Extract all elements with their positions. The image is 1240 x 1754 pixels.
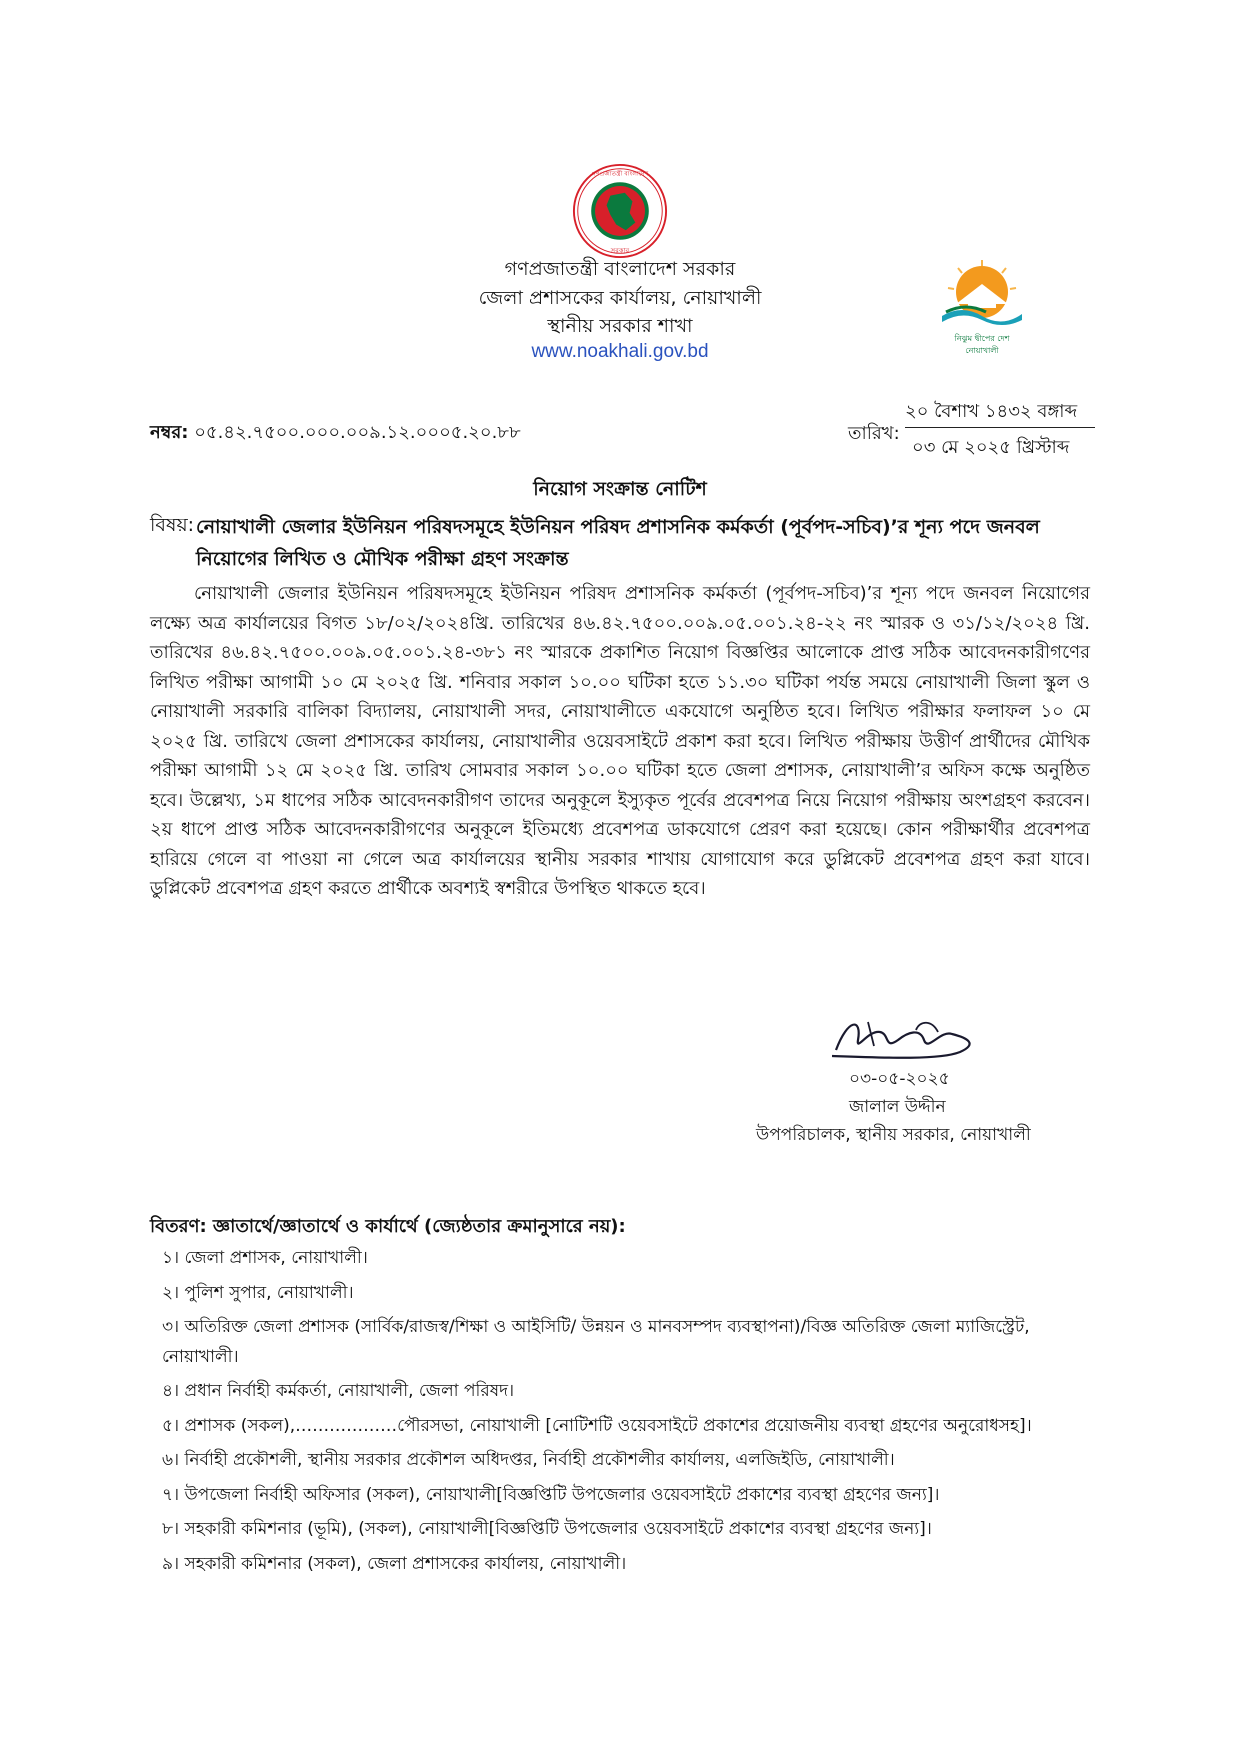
seal-bottom-text: সরকার	[610, 246, 630, 255]
list-item: ৫। প্রশাসক (সকল),………………পৌরসভা, নোয়াখালী [নোটিশটি ওয়েবসাইটে প্রকাশের প্রয়োজনীয় ব্যবস্থা গ্রহণের অনুরোধসহ]।	[162, 1415, 1032, 1436]
memo-value: ০৫.৪২.৭৫০০.০০০.০০৯.১২.০০০৫.২০.৮৮	[194, 422, 521, 443]
government-seal-icon	[572, 163, 668, 259]
notice-body: নোয়াখালী জেলার ইউনিয়ন পরিষদসমূহে ইউনিয়ন পরিষদ প্রশাসনিক কর্মকর্তা (পূর্বপদ-সচিব)’র শূন্য পদে জনবল নিয়োগের লক্ষ্যে অত্র কার্যালয়ের বিগত ১৮/০২/২০২৪খ্রি. তারিখের ৪৬.৪২.৭৫০০.০০৯.০৫.০০১.২৪-২২ নং স্মারক ও ৩১/১২/২০২৪ খ্রি. তারিখের ৪৬.৪২.৭৫০০.০০৯.০৫.০০১.২৪-৩৮১ নং স্মারকে প্রকাশিত নিয়োগ বিজ্ঞপ্তির আলোকে প্রাপ্ত সঠিক আবেদনকারীগণের লিখিত পরীক্ষা আগামী ১০ মে ২০২৫ খ্রি. শনিবার সকাল ১০.০০ ঘটিকা হতে ১১.৩০ ঘটিকা পর্যন্ত সময়ে নোয়াখালী জিলা স্কুল ও নোয়াখালী সরকারি বালিকা বিদ্যালয়, নোয়াখালী সদর, নোয়াখালীতে একযোগে অনুষ্ঠিত হবে। লিখিত পরীক্ষার ফলাফল ১০ মে ২০২৫ খ্রি. তারিখে জেলা প্রশাসকের কার্যালয়, নোয়াখালীর ওয়েবসাইটে প্রকাশ করা হবে। লিখিত পরীক্ষায় উত্তীর্ণ প্রার্থীদের মৌখিক পরীক্ষা আগামী ১২ মে ২০২৫ খ্রি. তারিখ সোমবার সকাল ১০.০০ ঘটিকা হতে জেলা প্রশাসক, নোয়াখালী’র অফিস কক্ষে অনুষ্ঠিত হবে। উল্লেখ্য, ১ম ধাপের সঠিক আবেদনকারীগণ তাদের অনুকূলে ইস্যুকৃত পূর্বের প্রবেশপত্র নিয়ে নিয়োগ পরীক্ষায় অংশগ্রহণ করবেন। ২য় ধাপে প্রাপ্ত সঠিক আবেদনকারীগণের অনুকূলে ইতিমধ্যে প্রবেশপত্র ডাকযোগে প্রেরণ করা হয়েছে। কোন পরীক্ষার্থীর প্রবেশপত্র হারিয়ে গেলে বা পাওয়া না গেলে অত্র কার্যালয়ের স্থানীয় সরকার শাখায় যোগাযোগ করে ডুপ্লিকেট প্রবেশপত্র গ্রহণ করা যাবে। ডুপ্লিকেট প্রবেশপত্র গ্রহণ করতে প্রার্থীকে অবশ্যই স্বশরীরে উপস্থিত থাকতে হবে।	[150, 583, 1090, 899]
header-section-name: স্থানীয় সরকার শাখা	[547, 315, 693, 337]
seal-top-text: গণপ্রজাতন্ত্রী বাংলাদেশ	[591, 170, 649, 178]
district-logo-caption-line2: নোয়াখালী	[965, 346, 999, 355]
list-item: ৩। অতিরিক্ত জেলা প্রশাসক (সার্বিক/রাজস্ব/শিক্ষা ও আইসিটি/ উন্নয়ন ও মানবসম্পদ ব্যবস্থাপনা)/বিজ্ঞ অতিরিক্ত জেলা ম্যাজিস্ট্রেট, নোয়াখালী।	[162, 1317, 1030, 1367]
distribution-heading: বিতরণ: জ্ঞাতার্থে/জ্ঞাতার্থে ও কার্যার্থে (জ্যেষ্ঠতার ক্রমানুসারে নয়):	[150, 1216, 626, 1237]
header-office-name: জেলা প্রশাসকের কার্যালয়, নোয়াখালী	[478, 287, 762, 309]
date-english: ০৩ মে ২০২৫ খ্রিস্টাব্দ	[912, 437, 1070, 458]
signatory-designation: উপপরিচালক, স্থানীয় সরকার, নোয়াখালী	[756, 1125, 1031, 1145]
list-item: ৯। সহকারী কমিশনার (সকল), জেলা প্রশাসকের কার্যালয়, নোয়াখালী।	[162, 1553, 627, 1574]
signature-icon	[828, 1010, 990, 1066]
list-item: ৬। নির্বাহী প্রকৌশলী, স্থানীয় সরকার প্রকৌশল অধিদপ্তর, নির্বাহী প্রকৌশলীর কার্যালয়, এলজিইডি, নোয়াখালী।	[162, 1450, 895, 1470]
header-government-name: গণপ্রজাতন্ত্রী বাংলাদেশ সরকার	[504, 258, 736, 280]
header-website-link[interactable]: www.noakhali.gov.bd	[531, 341, 709, 362]
list-item: ৭। উপজেলা নির্বাহী অফিসার (সকল), নোয়াখালী[বিজ্ঞপ্তিটি উপজেলার ওয়েবসাইটে প্রকাশের ব্যবস্থা গ্রহণের জন্য]।	[162, 1484, 940, 1505]
date-label: তারিখ:	[848, 423, 900, 444]
district-logo-caption-line1: নিঝুম দ্বীপের দেশ	[954, 334, 1010, 343]
list-item: ১। জেলা প্রশাসক, নোয়াখালী।	[162, 1248, 368, 1268]
signature-date: ০৩-০৫-২০২৫	[849, 1069, 950, 1089]
list-item: ৮। সহকারী কমিশনার (ভূমি), (সকল), নোয়াখালী[বিজ্ঞপ্তিটি উপজেলার ওয়েবসাইটে প্রকাশের ব্যবস্থা গ্রহণের জন্য]।	[162, 1519, 932, 1539]
district-brand-logo-icon	[936, 258, 1028, 358]
notice-title: নিয়োগ সংক্রান্ত নোটিশ	[533, 478, 707, 500]
list-item: ২। পুলিশ সুপার, নোয়াখালী।	[162, 1282, 354, 1303]
signatory-name: জালাল উদ্দীন	[849, 1097, 946, 1117]
subject-text: নোয়াখালী জেলার ইউনিয়ন পরিষদসমূহে ইউনিয়ন পরিষদ প্রশাসনিক কর্মকর্তা (পূর্বপদ-সচিব)’র শূন্য পদে জনবল নিয়োগের লিখিত ও মৌখিক পরীক্ষা গ্রহণ সংক্রান্ত	[196, 516, 1040, 570]
date-bangla: ২০ বৈশাখ ১৪৩২ বঙ্গাব্দ	[905, 401, 1078, 422]
list-item: ৪। প্রধান নির্বাহী কর্মকর্তা, নোয়াখালী, জেলা পরিষদ।	[162, 1381, 515, 1401]
memo-label: নম্বর:	[150, 422, 189, 443]
date-divider	[905, 427, 1095, 428]
distribution-list	[162, 1244, 1062, 1584]
subject-label: বিষয়:	[150, 514, 195, 536]
memo-number	[150, 418, 521, 449]
